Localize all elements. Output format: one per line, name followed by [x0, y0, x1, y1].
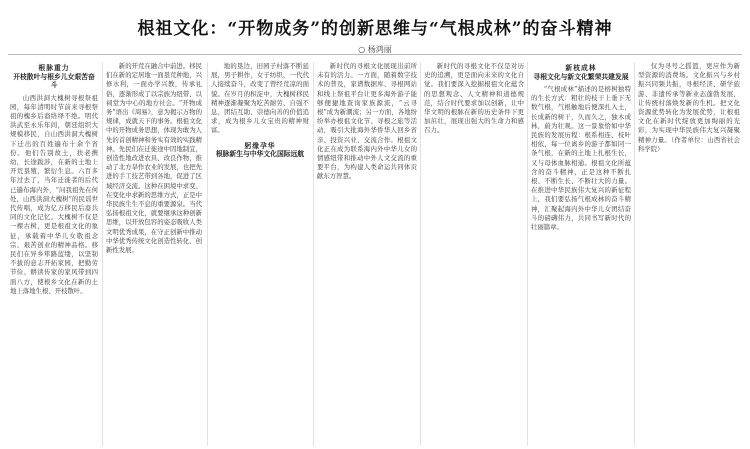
section-heading-title: 新枝成林 [565, 64, 597, 72]
paragraph: 新的开荒在融合中前进。移民们在新的定居地一面垦荒种地，兴修水利，一面办学兴教，传承礼俗，逐渐形成了以宗族为纽带、以祠堂为中心的地方社会。“开物成务”语出《周易》，意为揭示万物的规律，成就天下的事务。根祖文化中的开物成务思想，体现为敢为人先的首创精神和务实有效的实践精神。先民们在迁徙途中因地制宜，创造性地改进农具、改良作物，推动了北方旱作农业的发展，也把先进的手工技艺带到各地，促进了区域经济交流。这种在困境中求变、在变化中求新的思维方式，正是中华民族生生不息的重要源泉。当代弘扬根祖文化，就要继承这种创新思维，以开放包容的姿态吸收人类文明优秀成果，在守正创新中推动中华优秀传统文化创造性转化、创新性发展。 [106, 62, 202, 255]
section-heading-subtitle: 开枝散叶与根乡儿女艰苦奋斗 [13, 72, 95, 89]
section-heading-2 [211, 142, 309, 159]
section-heading-3 [531, 64, 631, 81]
column-divider [420, 62, 421, 446]
column-divider [634, 62, 635, 446]
section-heading-1 [10, 64, 98, 90]
paragraph: 新时代的寻根文化不仅是对历史的追溯，更是面向未来的文化自觉。我们要深入挖掘根祖文化蕴含的思想观念、人文精神和道德规范，结合时代要求加以创新，让中华文明的根脉在新的历史条件下更加茁壮，展现出强大的生命力和感召力。 [424, 62, 524, 135]
section-heading-subtitle: 根脉新生与中华文化国际远航 [215, 150, 305, 159]
article-author: ○ 杨鸿丽 [358, 45, 392, 54]
article-column-2 [106, 62, 202, 446]
article-column-6 [531, 62, 631, 446]
article-column-7 [638, 62, 740, 446]
paragraph: 地的垦边，田园子村落不断延展，男子耕作，女子纺织，一代代人接续奋斗，改变了曾经荒凉的面貌。在岁月的积淀中，大槐树移民精神逐渐凝聚为吃苦耐劳、自强不息、团结互助、崇德向善的价值追求，成为根乡儿女宝贵的精神财富。 [211, 62, 309, 135]
paragraph: 山西洪洞大槐树寻根祭祖园，每年清明时节前来寻根祭祖的槐乡后裔络绎不绝。明代洪武至永乐年间，朝廷组织大规模移民，自山西洪洞大槐树下迁出的百姓遍布十余个省份。他们告别故土，扶老携幼，长途跋涉，在新的土地上开荒垦殖，繁衍生息。六百多年过去了，当年迁徙者的后代已遍布海内外，“问我祖先在何处，山西洪洞大槐树”的民谣世代传唱，成为亿万移民后裔共同的文化记忆。大槐树不仅是一棵古树，更是根祖文化的象征，承载着中华儿女敬祖念宗、艰苦创业的精神品格。移民们在异乡筚路蓝缕，以坚韧不拔的意志开拓家园，把勤劳节俭、耕读传家的家风带到四面八方，使根乡文化在新的土地上落地生根、开枝散叶。 [10, 93, 98, 295]
paragraph: 仅为寻号之摇篮，更应作为新型资源的消费场。文化振兴与乡村振兴同频共振，寻根经济、研学旅游、非遗传承等新业态蓬勃发展，让传统村落焕发新的生机。把文化资源优势转化为发展优势，让根祖文化在新时代绽放更加绚丽的光彩，为实现中华民族伟大复兴凝聚精神力量。（作者单位：山西省社会科学院） [638, 62, 740, 153]
article-title: 根祖文化：“开物成务”的创新思维与“气根成林”的奋斗精神 [137, 19, 613, 39]
article-column-4 [317, 62, 417, 446]
column-divider [527, 62, 528, 446]
article-column-5 [424, 62, 524, 446]
article-column-1 [10, 62, 98, 446]
title-divider [8, 54, 742, 55]
column-divider [207, 62, 208, 446]
section-heading-subtitle: 寻根文化与新文化繁荣共建发展 [533, 72, 629, 81]
paragraph: 新时代的寻根文化展现出前所未有的活力。一方面，随着数字技术的普及，家谱数据库、寻根网站和线上祭祖平台让更多海外游子能够便捷地查询家族源流，“云寻根”成为新潮流；另一方面，各地纷纷举办根祖文化节、寻根之旅等活动，吸引大批海外华侨华人回乡省亲、投资兴业、交流合作。根祖文化正在成为联系海内外中华儿女的情感纽带和推动中外人文交流的重要平台，为构建人类命运共同体贡献东方智慧。 [317, 62, 417, 181]
column-divider [102, 62, 103, 446]
paragraph: “气根成林”描述的是榕树独特的生长方式：粗壮的枝干上垂下无数气根，气根触地后便深扎入土，长成新的树干，久而久之，独木成林，蔚为壮观。这一景象恰如中华民族的发展历程：根系相连、枝叶相依，每一位离乡的游子都如同一条气根，在新的土地上扎根生长，又与母体血脉相通。根祖文化所蕴含的奋斗精神，正是这种不断扎根、不断生长、不断壮大的力量。在推进中华民族伟大复兴的新征程上，我们要弘扬气根成林的奋斗精神，汇聚起海内外中华儿女团结奋斗的磅礴伟力，共同书写新时代的壮丽篇章。 [531, 85, 631, 232]
section-heading-title: 躬缘孕华 [244, 141, 276, 150]
article-column-3 [211, 62, 309, 446]
section-heading-title: 根脉重力 [38, 64, 70, 72]
column-divider [313, 62, 314, 446]
